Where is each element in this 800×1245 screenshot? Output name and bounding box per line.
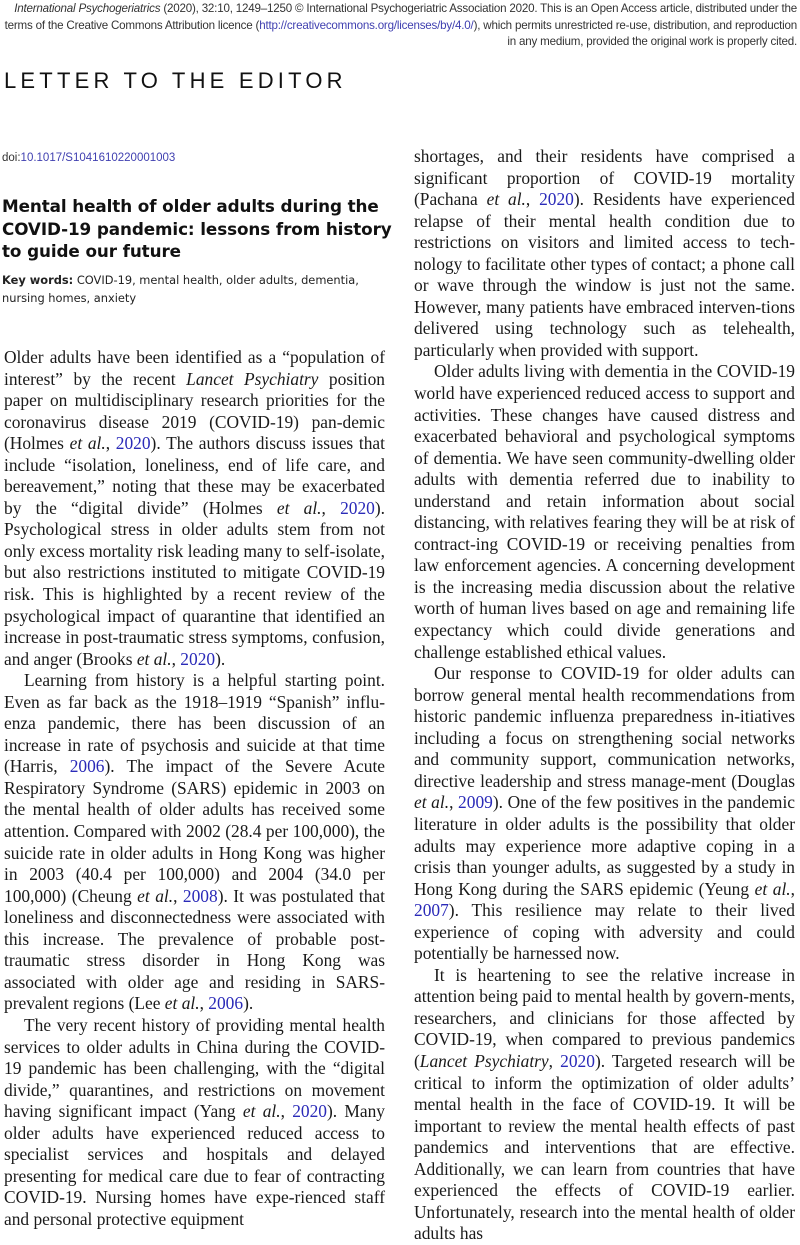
citation-tail: ), which permits unrestricted re-use, distribution, and reproduction in any medium, provided the original work is properly cited. [473,18,797,48]
body-column-right [414,146,795,1245]
keywords-value: COVID-19, mental health, older adults, dementia, nursing homes, anxiety [2,273,359,305]
body-column-left [4,347,385,1230]
et-al: et al. [164,993,200,1014]
et-al: et al. [754,878,791,899]
doi-line [2,152,175,164]
text: ). Psychological stress in older adults stem from not only excess mortality risk leading many to self-isolate, but also restrictions instituted to mitigate COVID-19 risk. This is highlighted by a recent review of the psychological impact of quarantine that identified an increase in post-traumatic stress symptoms, confusion, and anger (Brooks [4,497,386,669]
text: Older adults living with dementia in the COVID-19 world have experienced reduced access to support and activities. These changes have caused distress and exacerbated behavioral and psychological symptoms of dementia. We have seen community-dwelling older adults with dementia referred due to inability to understand and retain information about social distancing, with relatives fearing they will be at risk of contract-ing COVID-19 or receiving penalties from law enforcement agencies. A concerning development is the increasing media discussion about the relative worth of human lives based on age and remaining life expectancy which could divide generations and challenge established ethical values. [414,361,795,662]
text: , [449,792,459,813]
license-link[interactable]: http://creativecommons.org/licenses/by/4.0/ [259,18,474,32]
paragraph-3 [4,1015,385,1230]
reference-link[interactable]: 2020 [115,433,151,454]
text: ). Many older adults have experienced reduced access to specialist services and hospitals and delayed presenting for medical care due to fear of contracting COVID-19. Nursing homes have expe-rienced staff and personal protective equipment [4,1101,385,1229]
text: ). Targeted research will be critical to inform the optimization of older adults’ mental health in the face of COVID-19. It will be important to review the mental health effects of past pandemics and interventions that are effective. Additionally, we can learn from countries that have experienced the effects of COVID-19 earlier. Unfortunately, research into the mental health of older adults has [414,1050,795,1244]
section-label: LETTER TO THE EDITOR [4,68,347,93]
et-al: et al. [242,1101,281,1122]
text: , [525,189,540,210]
paragraph-4 [414,361,795,663]
article-title: Mental health of older adults during the COVID-19 pandemic: lessons from history to guide our future [2,196,392,261]
text: , [171,648,181,669]
paragraph-3-continued [414,146,795,361]
reference-link[interactable]: 2006 [69,756,105,777]
text: ). This resilience may relate to their lived experience of coping with adversity and could potentially be harnessed now. [414,900,795,964]
text: Learning from history is a helpful starting point. Even as far back as the 1918–1919 “Spanish” influ-enza pandemic, there has been discussion of an increase in rate of psychosis and suicide at that time (Harris, [4,670,385,777]
text: ). One of the few positives in the pandemic literature in older adults is the possibility that older adults may experience more adaptive coping in a crisis than younger adults, as suggested by a study in Hong Kong during the SARS epidemic (Yeung [414,792,795,899]
text: It is heartening to see the relative increase in attention being paid to mental health by govern-ments, researchers, and clinicians for those affected by COVID-19, when compared to previous pandemics ( [414,964,795,1071]
et-al: et al. [69,433,106,454]
doi-prefix: doi: [2,152,21,164]
doi-link[interactable]: 10.1017/S1041610220001003 [20,152,176,164]
text: , [280,1101,293,1122]
et-al: et al. [136,648,172,669]
et-al: et al. [414,792,450,813]
text: ). [215,648,226,669]
reference-link[interactable]: 2020 [180,648,216,669]
text: , [321,497,341,518]
text: , [105,433,116,454]
text: ). [243,993,254,1014]
reference-link[interactable]: 2020 [539,189,574,210]
copyright-notice [0,1,797,51]
keywords-label: Key words: [2,273,74,287]
et-al: et al. [486,189,526,210]
keywords [2,271,387,307]
text: ). The impact of the Severe Acute Respiratory Syndrome (SARS) epidemic in 2003 on the mental health of older adults has received some attention. Compared with 2002 (28.4 per 100,000), the suicide rate in older adults in Hong Kong was higher in 2003 (40.4 per 100,000) and 2004 (34.0 per 100,000) (Cheung [4,756,385,906]
paragraph-1 [4,347,385,670]
reference-link[interactable]: 2007 [414,900,449,921]
journal-name: International Psychogeriatrics [14,2,161,15]
reference-link[interactable]: 2009 [458,792,493,813]
text: , [548,1050,561,1071]
paragraph-2 [4,670,385,1015]
reference-link[interactable]: 2020 [560,1050,595,1071]
text: Older adults have been identified as a “population of interest” by the recent [4,347,385,389]
text: shortages, and their residents have comprised a significant proportion of COVID-19 mortality (Pachana [414,146,795,210]
reference-link[interactable]: 2020 [340,497,375,518]
text: ). It was postulated that loneliness and disconnectedness were associated with this increase. The prevalence of probable post-traumatic stress disorder in Hong Kong was associated with older age and residing in SARS-prevalent regions (Lee [4,885,385,1014]
text: Our response to COVID-19 for older adults can borrow general mental health recommendations from historic pandemic influenza preparedness in-itiatives including a focus on strengthening social networks and community support, communication networks, directive leadership and stress manage-ment (Douglas [414,663,795,791]
citation-text: (2020), 32:10, 1249–1250 © International Psychogeriatric Association 2020. This is an Open Access article, distributed under the terms of the Creative Commons Attribution licence ( [4,2,797,32]
text: , [790,878,796,899]
et-al: et al. [276,497,322,518]
reference-link[interactable]: 2020 [292,1101,327,1122]
text: The very recent history of providing mental health services to older adults in China during the COVID-19 pandemic has been challenging, with the “digital divide,” quarantines, and restrictions on movement having significant impact (Yang [4,1014,385,1122]
text: , [199,993,209,1014]
text: ). The authors discuss issues that include “isolation, loneliness, end of life care, and bereavement,” noting that these may be exacerbated by the “digital divide” (Holmes [4,433,385,518]
text: , [173,885,183,906]
paragraph-5 [414,663,795,965]
paragraph-6 [414,965,795,1245]
text: position paper on multidisciplinary research priorities for the coronavirus disease 2019 (COVID-19) pan-demic (Holmes [4,368,385,454]
journal-italic: Lancet Psychiatry [419,1050,549,1071]
reference-link[interactable]: 2006 [208,993,244,1014]
et-al: et al. [137,885,174,906]
journal-italic: Lancet Psychiatry [186,368,319,389]
reference-link[interactable]: 2008 [182,885,218,906]
text: ). Residents have experienced relapse of their mental health condition due to restrictions on visitors and limited access to tech-nology to facilitate other types of contact; a phone call or wave through the window is just not the same. However, many patients have embraced interven-tions delivered using technology such as telehealth, particularly when provided with support. [414,189,796,360]
